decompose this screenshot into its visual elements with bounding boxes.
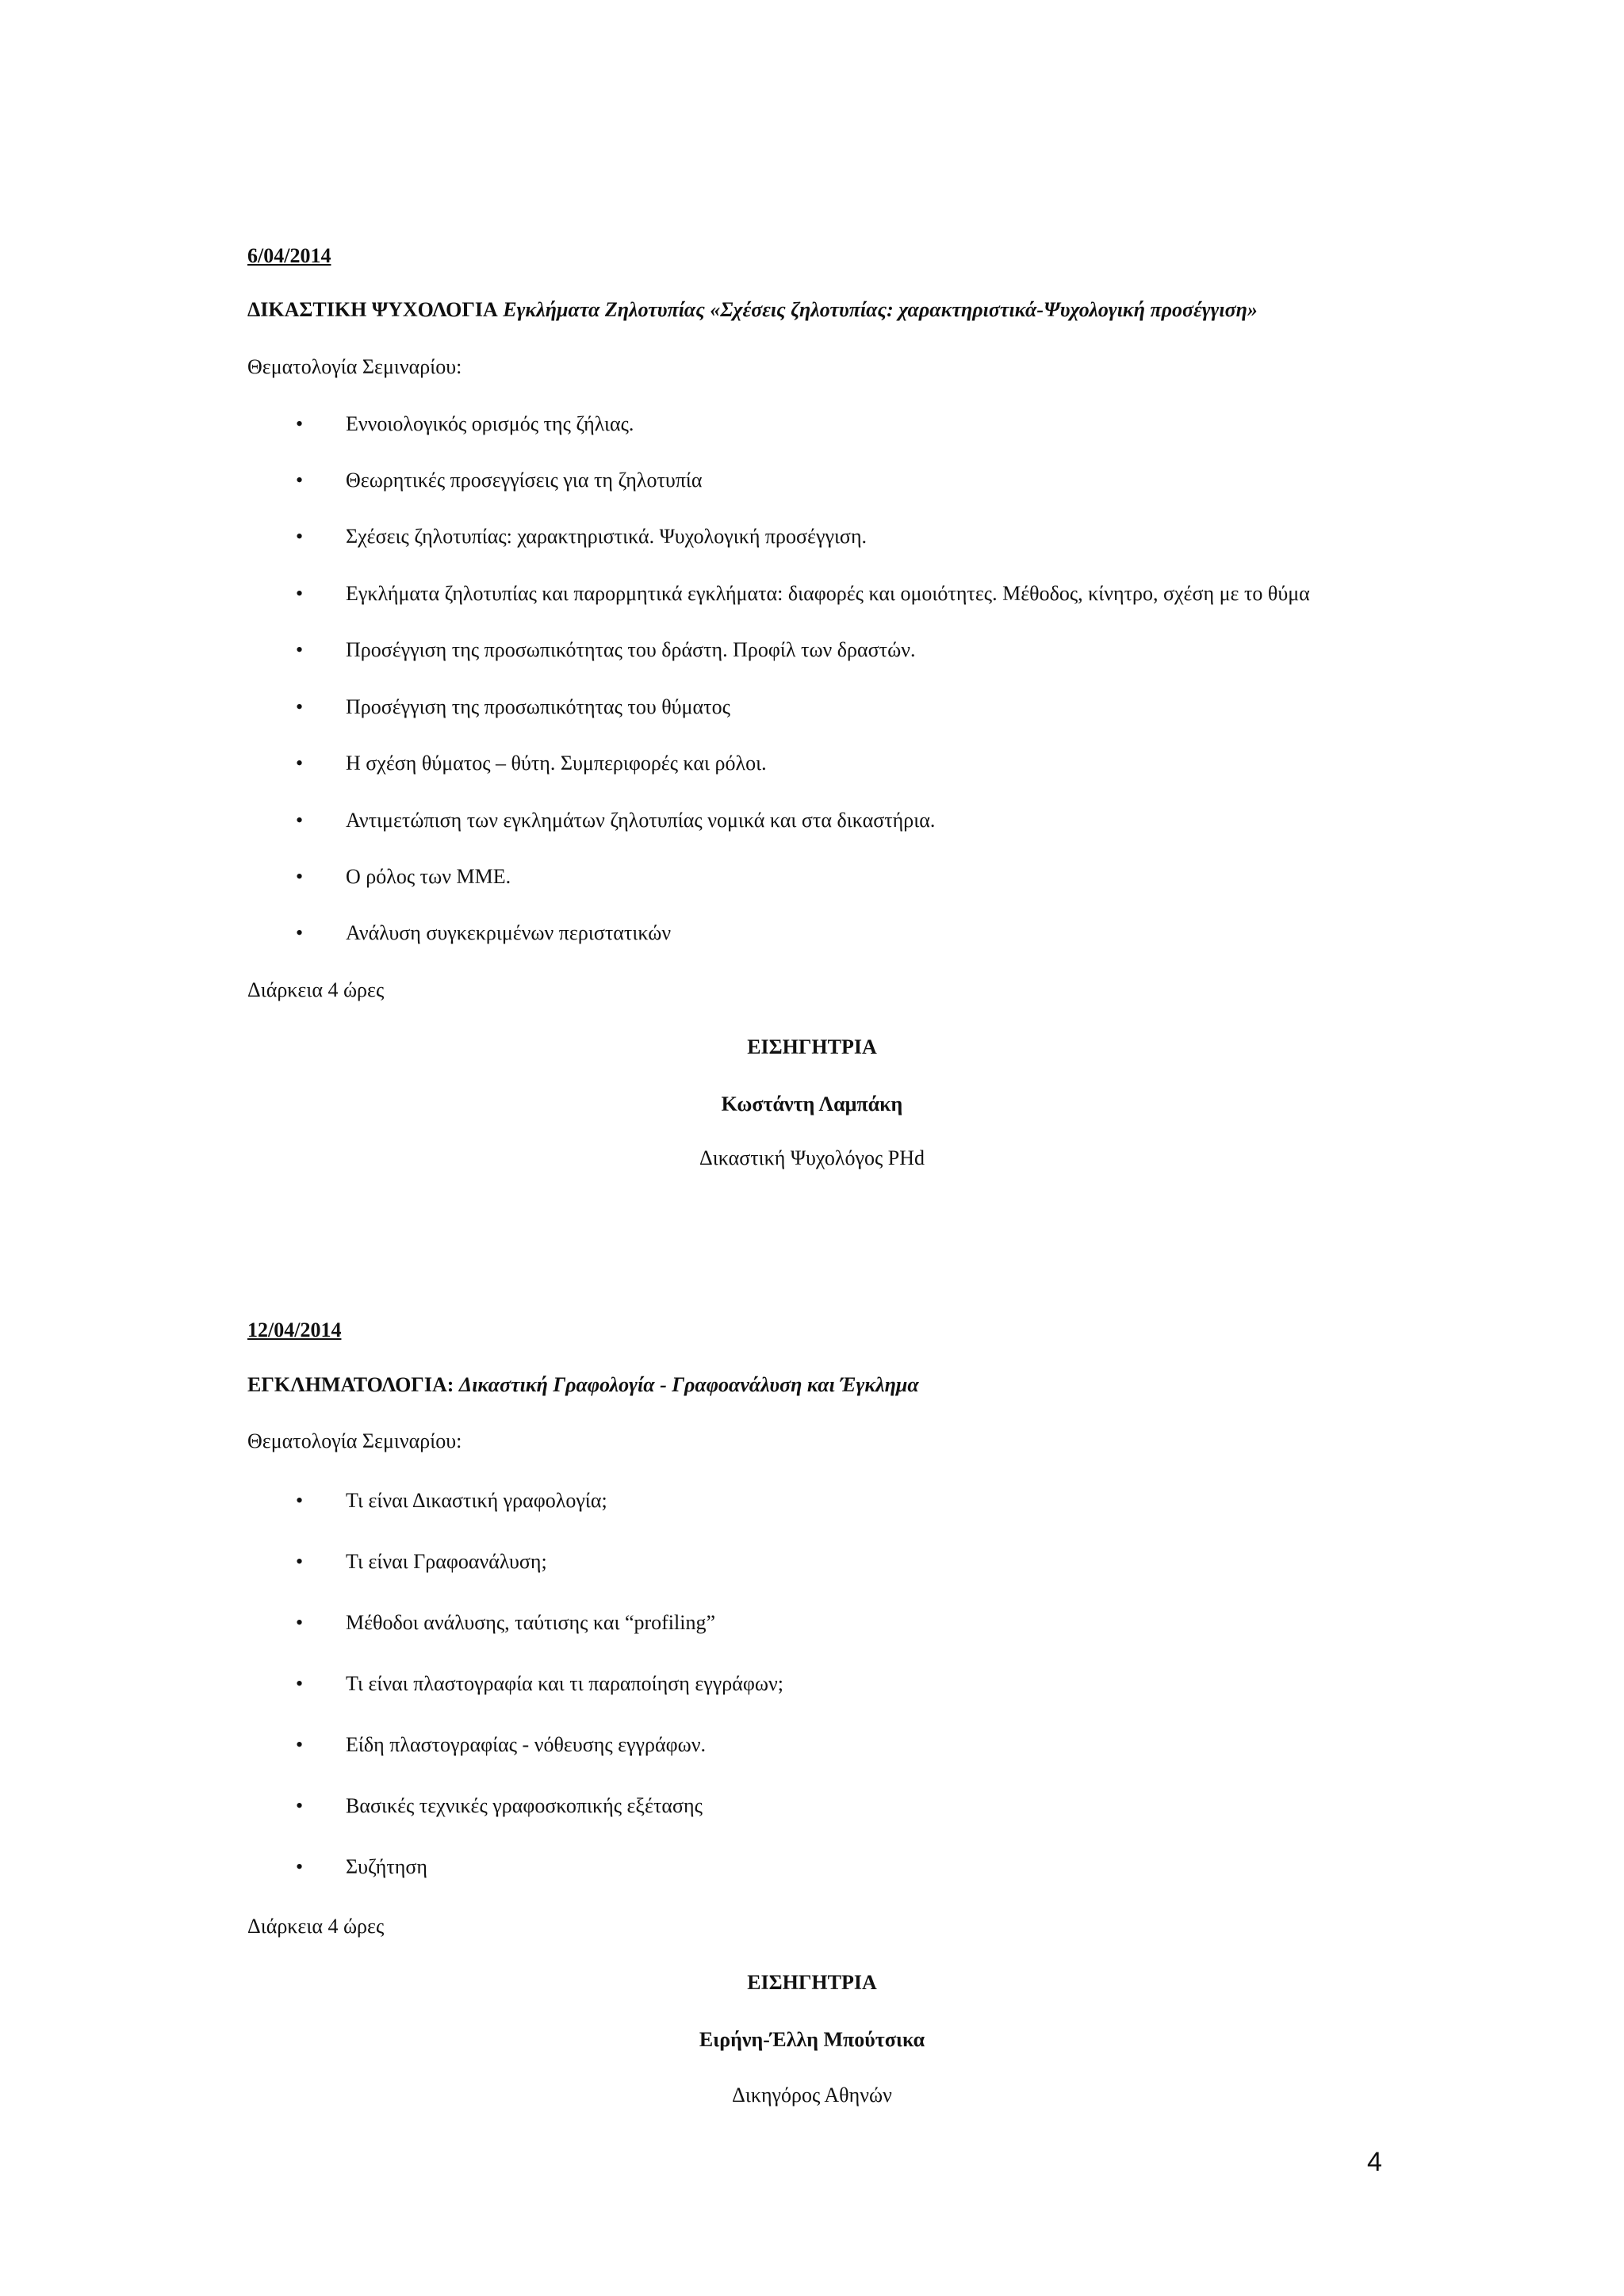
bullet-icon: • xyxy=(296,638,304,661)
list-item-text: Είδη πλαστογραφίας - νόθευσης εγγράφων. xyxy=(346,1733,706,1756)
bullet-icon: • xyxy=(296,1611,304,1634)
seminar-1-heading-title: Εγκλήματα Ζηλοτυπίας «Σχέσεις ζηλοτυπίας: χαρακτηριστικά-Ψυχολογική προσέγγιση» xyxy=(503,298,1258,321)
list-item-text: Συζήτηση xyxy=(346,1855,428,1878)
seminar-2-heading-prefix: ΕΓΚΛΗΜΑΤΟΛΟΓΙΑ: xyxy=(247,1373,454,1396)
list-item-text: Μέθοδοι ανάλυσης, ταύτισης και “profiling” xyxy=(346,1611,716,1634)
list-item-text: Βασικές τεχνικές γραφοσκοπικής εξέτασης xyxy=(346,1794,703,1817)
seminar-1-speaker-title: Δικαστική Ψυχολόγος PHd xyxy=(699,1146,925,1169)
bullet-icon: • xyxy=(296,1550,304,1573)
seminar-1-heading-prefix: ΔΙΚΑΣΤΙΚΗ ΨΥΧΟΛΟΓΙΑ xyxy=(247,298,498,321)
seminar-1-speaker-name: Κωστάντη Λαμπάκη xyxy=(721,1093,903,1115)
seminar-2-heading-title: Δικαστική Γραφολογία - Γραφοανάλυση και Έγκλημα xyxy=(458,1373,919,1396)
seminar-2-date: 12/04/2014 xyxy=(247,1318,342,1341)
seminar-2-topics-label: Θεματολογία Σεμιναρίου: xyxy=(247,1429,462,1452)
bullet-icon: • xyxy=(296,1794,304,1817)
bullet-icon: • xyxy=(296,1489,304,1512)
bullet-icon: • xyxy=(296,1855,304,1878)
list-item-text: Ανάλυση συγκεκριμένων περιστατικών xyxy=(346,921,672,944)
seminar-1-speaker-role: ΕΙΣΗΓΗΤΡΙΑ xyxy=(747,1035,877,1058)
list-item-text: Προσέγγιση της προσωπικότητας του δράστη. Προφίλ των δραστών. xyxy=(346,638,916,661)
bullet-icon: • xyxy=(296,525,304,548)
bullet-icon: • xyxy=(296,695,304,718)
seminar-2-speaker-title: Δικηγόρος Αθηνών xyxy=(732,2084,892,2107)
list-item-text: Ο ρόλος των ΜΜΕ. xyxy=(346,865,511,888)
seminar-2-heading xyxy=(247,1373,919,1397)
seminar-1-topics-label: Θεματολογία Σεμιναρίου: xyxy=(247,355,462,378)
bullet-icon: • xyxy=(296,752,304,775)
bullet-icon: • xyxy=(296,1733,304,1756)
seminar-2-speaker-role: ΕΙΣΗΓΗΤΡΙΑ xyxy=(747,1971,877,1994)
list-item-text: Προσέγγιση της προσωπικότητας του θύματος xyxy=(346,695,730,718)
bullet-icon: • xyxy=(296,865,304,888)
bullet-icon: • xyxy=(296,921,304,944)
list-item-text: Θεωρητικές προσεγγίσεις για τη ζηλοτυπία xyxy=(346,469,703,492)
seminar-1-heading xyxy=(247,298,1258,322)
seminar-2-duration: Διάρκεια 4 ώρες xyxy=(247,1915,385,1938)
list-item-text: Η σχέση θύματος – θύτη. Συμπεριφορές και ρόλοι. xyxy=(346,752,767,775)
bullet-icon: • xyxy=(296,1672,304,1695)
bullet-icon: • xyxy=(296,469,304,492)
list-item-text: Σχέσεις ζηλοτυπίας: χαρακτηριστικά. Ψυχολογική προσέγγιση. xyxy=(346,525,868,548)
seminar-1-date: 6/04/2014 xyxy=(247,244,331,267)
bullet-icon: • xyxy=(296,582,304,605)
list-item-text: Αντιμετώπιση των εγκλημάτων ζηλοτυπίας νομικά και στα δικαστήρια. xyxy=(346,809,936,832)
list-item-text: Τι είναι Δικαστική γραφολογία; xyxy=(346,1489,607,1512)
bullet-icon: • xyxy=(296,809,304,832)
list-item-text: Εγκλήματα ζηλοτυπίας και παρορμητικά εγκλήματα: διαφορές και ομοιότητες. Μέθοδος, κίνητρο, σχέση με το θύμα xyxy=(346,582,1310,605)
list-item-text: Τι είναι πλαστογραφία και τι παραποίηση εγγράφων; xyxy=(346,1672,783,1695)
list-item-text: Εννοιολογικός ορισμός της ζήλιας. xyxy=(346,412,634,435)
list-item-text: Τι είναι Γραφοανάλυση; xyxy=(346,1550,547,1573)
seminar-1-duration: Διάρκεια 4 ώρες xyxy=(247,978,385,1001)
seminar-2-speaker-name: Ειρήνη-Έλλη Μπούτσικα xyxy=(699,2028,925,2051)
page-number: 4 xyxy=(1367,2147,1382,2177)
bullet-icon: • xyxy=(296,412,304,435)
